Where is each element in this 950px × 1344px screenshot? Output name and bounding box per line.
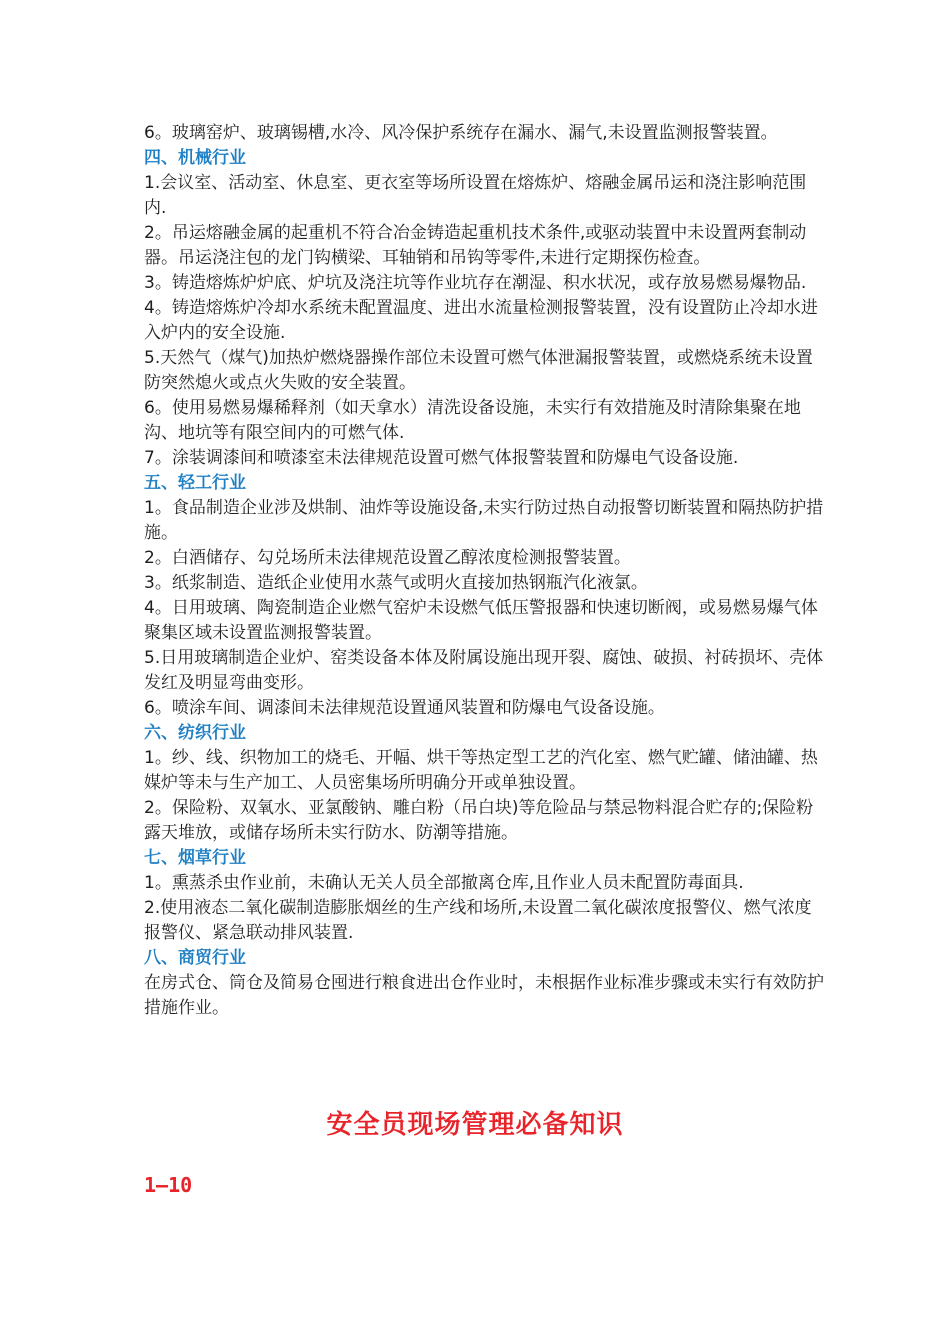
paragraph-tobacco-1: 1。熏蒸杀虫作业前，未确认无关人员全部撤离仓库,且作业人员未配置防毒面具. bbox=[144, 873, 744, 893]
paragraph-machinery-4: 4。铸造熔炼炉冷却水系统未配置温度、进出水流量检测报警装置，没有设置防止冷却水进入炉内的安全设施. bbox=[144, 298, 818, 343]
paragraph-machinery-3: 3。铸造熔炼炉炉底、炉坑及浇注坑等作业坑存在潮湿、积水状况，或存放易燃易爆物品. bbox=[144, 273, 807, 293]
paragraph-machinery-7: 7。涂装调漆间和喷漆室未法律规范设置可燃气体报警装置和防爆电气设备设施. bbox=[144, 448, 739, 468]
document-title: 安全员现场管理必备知识 bbox=[326, 1110, 624, 1140]
paragraph-machinery-6: 6。使用易燃易爆稀释剂（如天拿水）清洗设备设施，未实行有效措施及时清除集聚在地沟、地坑等有限空间内的可燃气体. bbox=[144, 398, 801, 443]
paragraph-textile-1: 1。纱、线、织物加工的烧毛、开幅、烘干等热定型工艺的汽化室、燃气贮罐、储油罐、热媒炉等未与生产加工、人员密集场所明确分开或单独设置。 bbox=[144, 748, 818, 793]
paragraph-machinery-2: 2。吊运熔融金属的起重机不符合冶金铸造起重机技术条件,或驱动装置中未设置两套制动器。吊运浇注包的龙门钩横梁、耳轴销和吊钩等零件,未进行定期探伤检查。 bbox=[144, 223, 807, 268]
paragraph-light-industry-6: 6。喷涂车间、调漆间未法律规范设置通风装置和防爆电气设备设施。 bbox=[144, 698, 665, 718]
paragraph-light-industry-2: 2。白酒储存、勾兑场所未法律规范设置乙醇浓度检测报警装置。 bbox=[144, 548, 631, 568]
paragraph-commerce-1: 在房式仓、筒仓及简易仓囤进行粮食进出仓作业时，未根据作业标准步骤或未实行有效防护措施作业。 bbox=[144, 973, 824, 1018]
paragraph-tobacco-2: 2.使用液态二氧化碳制造膨胀烟丝的生产线和场所,未设置二氧化碳浓度报警仪、燃气浓度报警仪、紧急联动排风装置. bbox=[144, 898, 812, 943]
paragraph-glass-kiln: 6。玻璃窑炉、玻璃锡槽,水冷、风冷保护系统存在漏水、漏气,未设置监测报警装置。 bbox=[144, 123, 778, 143]
section-heading-commerce: 八、商贸行业 bbox=[144, 948, 246, 968]
paragraph-machinery-5: 5.天然气（煤气)加热炉燃烧器操作部位未设置可燃气体泄漏报警装置，或燃烧系统未设置防突然熄火或点火失败的安全装置。 bbox=[144, 348, 813, 393]
document-body bbox=[144, 121, 824, 1021]
section-heading-tobacco: 七、烟草行业 bbox=[144, 848, 246, 868]
paragraph-light-industry-4: 4。日用玻璃、陶瓷制造企业燃气窑炉未设燃气低压警报器和快速切断阀，或易燃易爆气体聚集区域未设置监测报警装置。 bbox=[144, 598, 818, 643]
section-heading-light-industry: 五、轻工行业 bbox=[144, 473, 246, 493]
paragraph-light-industry-3: 3。纸浆制造、造纸企业使用水蒸气或明火直接加热钢瓶汽化液氯。 bbox=[144, 573, 648, 593]
section-heading-machinery: 四、机械行业 bbox=[144, 148, 246, 168]
paragraph-light-industry-5: 5.日用玻璃制造企业炉、窑类设备本体及附属设施出现开裂、腐蚀、破损、衬砖损坏、壳体发红及明显弯曲变形。 bbox=[144, 648, 824, 693]
page-range-label: 1—10 bbox=[144, 1173, 193, 1197]
paragraph-light-industry-1: 1。食品制造企业涉及烘制、油炸等设施设备,未实行防过热自动报警切断装置和隔热防护措施。 bbox=[144, 498, 824, 543]
paragraph-textile-2: 2。保险粉、双氧水、亚氯酸钠、雕白粉（吊白块)等危险品与禁忌物料混合贮存的;保险粉露天堆放，或储存场所未实行防水、防潮等措施。 bbox=[144, 798, 814, 843]
paragraph-machinery-1: 1.会议室、活动室、休息室、更衣室等场所设置在熔炼炉、熔融金属吊运和浇注影响范围内. bbox=[144, 173, 807, 218]
section-heading-textile: 六、纺织行业 bbox=[144, 723, 246, 743]
